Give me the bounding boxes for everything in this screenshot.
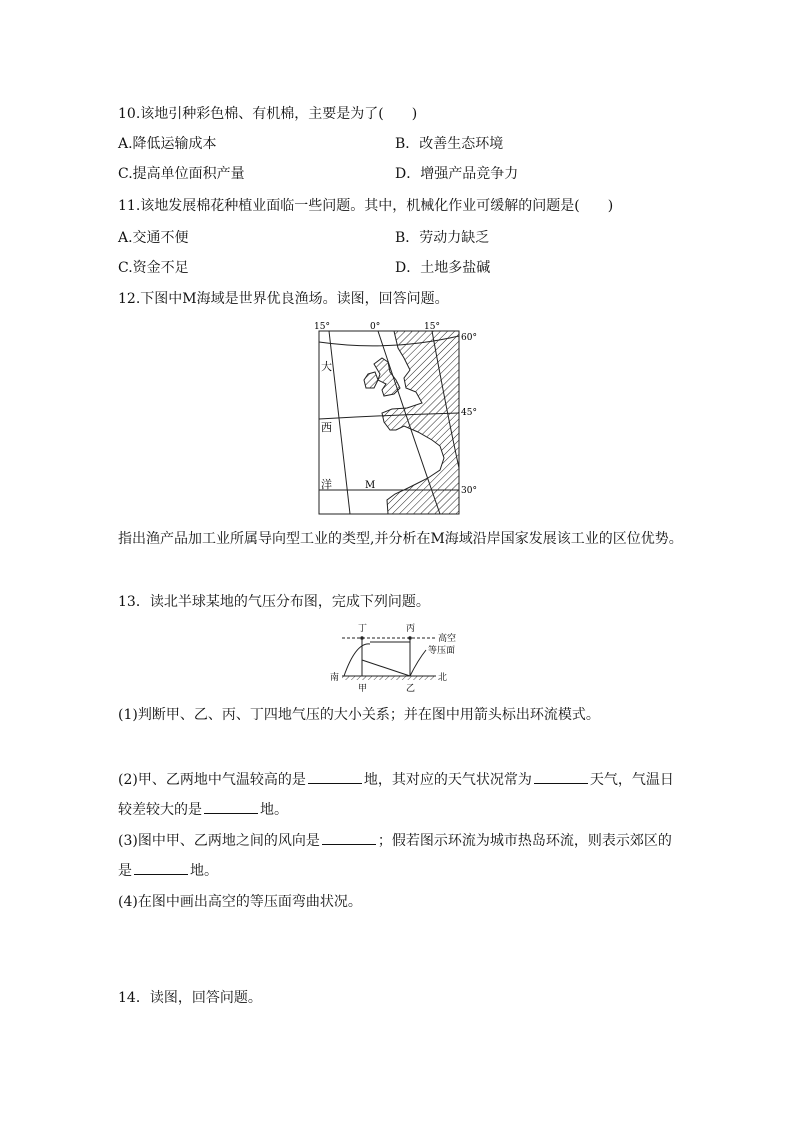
isobar-pointer — [410, 650, 426, 676]
label-south: 南 — [330, 673, 340, 683]
q12-stem: 12.下图中M海域是世界优良渔场。读图，回答问题。 — [118, 291, 449, 307]
isobar-left-curve — [344, 644, 370, 676]
label-bing: 丙 — [406, 624, 416, 634]
q10-option-a: A.降低运输成本 — [118, 136, 217, 152]
label-ding: 丁 — [358, 624, 368, 634]
pressure-diagram-figure — [326, 620, 466, 696]
q13-part2-line2 — [118, 799, 288, 820]
q13-part3-text-b: ；假若图示环流为城市热岛环流，则表示郊区的 — [377, 833, 672, 849]
ground-hatch — [342, 676, 436, 680]
marker-m: M — [365, 480, 376, 491]
label-high-altitude: 高空 — [438, 634, 457, 644]
q10-stem: 10.该地引种彩色棉、有机棉，主要是为了( ) — [118, 106, 418, 122]
ocean-char-1: 大 — [321, 360, 332, 373]
q11-option-c: C.资金不足 — [118, 260, 189, 276]
q13-part3-text-a: (3)图中甲、乙两地之间的风向是 — [118, 833, 320, 849]
isobar-diagonal — [362, 660, 410, 676]
q13-part3-text-c: 是 — [118, 863, 132, 879]
q14-stem: 14．读图，回答问题。 — [118, 990, 262, 1006]
q13-part3-text-d: 地。 — [190, 863, 218, 879]
answer-blank-warmer[interactable] — [308, 769, 362, 784]
q13-part2-line1 — [118, 769, 674, 790]
lon-label-0: 0° — [370, 322, 381, 332]
ocean-char-3: 洋 — [321, 478, 332, 491]
lat-label-45: 45° — [461, 408, 477, 418]
label-jia: 甲 — [358, 684, 368, 694]
lat-label-30: 30° — [461, 486, 477, 496]
q11-option-a: A.交通不便 — [118, 230, 189, 246]
answer-blank-range[interactable] — [204, 799, 258, 814]
q10-option-c: C.提高单位面积产量 — [118, 166, 245, 182]
q13-part3-line2 — [118, 860, 218, 881]
q10-option-d: D．增强产品竞争力 — [395, 166, 519, 182]
q11-option-d: D．土地多盐碱 — [395, 260, 491, 276]
q13-part1: (1)判断甲、乙、丙、丁四地气压的大小关系；并在图中用箭头标出环流模式。 — [118, 707, 600, 723]
q13-part3-line1 — [118, 830, 672, 851]
q10-option-b: B．改善生态环境 — [395, 136, 504, 152]
q13-part4: (4)在图中画出高空的等压面弯曲状况。 — [118, 894, 362, 910]
q13-part2-text-a: (2)甲、乙两地中气温较高的是 — [118, 772, 306, 788]
answer-blank-wind[interactable] — [322, 830, 376, 845]
atlantic-map-figure — [312, 318, 482, 518]
label-north: 北 — [438, 673, 448, 683]
q12-question: 指出渔产品加工业所属导向型工业的类型,并分析在M海域沿岸国家发展该工业的区位优势。 — [118, 531, 683, 547]
answer-blank-weather[interactable] — [534, 769, 588, 784]
lon-label-15e: 15° — [424, 322, 440, 332]
ocean-char-2: 西 — [321, 421, 332, 434]
lat-label-60: 60° — [461, 333, 477, 343]
q11-stem: 11.该地发展棉花种植业面临一些问题。其中，机械化作业可缓解的问题是( ) — [118, 198, 614, 214]
q13-part2-text-e: 地。 — [260, 802, 288, 818]
q13-stem: 13．读北半球某地的气压分布图，完成下列问题。 — [118, 594, 430, 610]
q11-option-b: B．劳动力缺乏 — [395, 230, 490, 246]
lon-label-15w: 15° — [314, 322, 330, 332]
answer-blank-suburb[interactable] — [134, 860, 188, 875]
q13-part2-text-c: 天气，气温日 — [589, 772, 674, 788]
q13-part2-text-d: 较差较大的是 — [118, 802, 202, 818]
q13-part2-text-b: 地，其对应的天气状况常为 — [363, 772, 532, 788]
label-isobar: 等压面 — [428, 646, 456, 656]
label-yi: 乙 — [406, 684, 416, 694]
